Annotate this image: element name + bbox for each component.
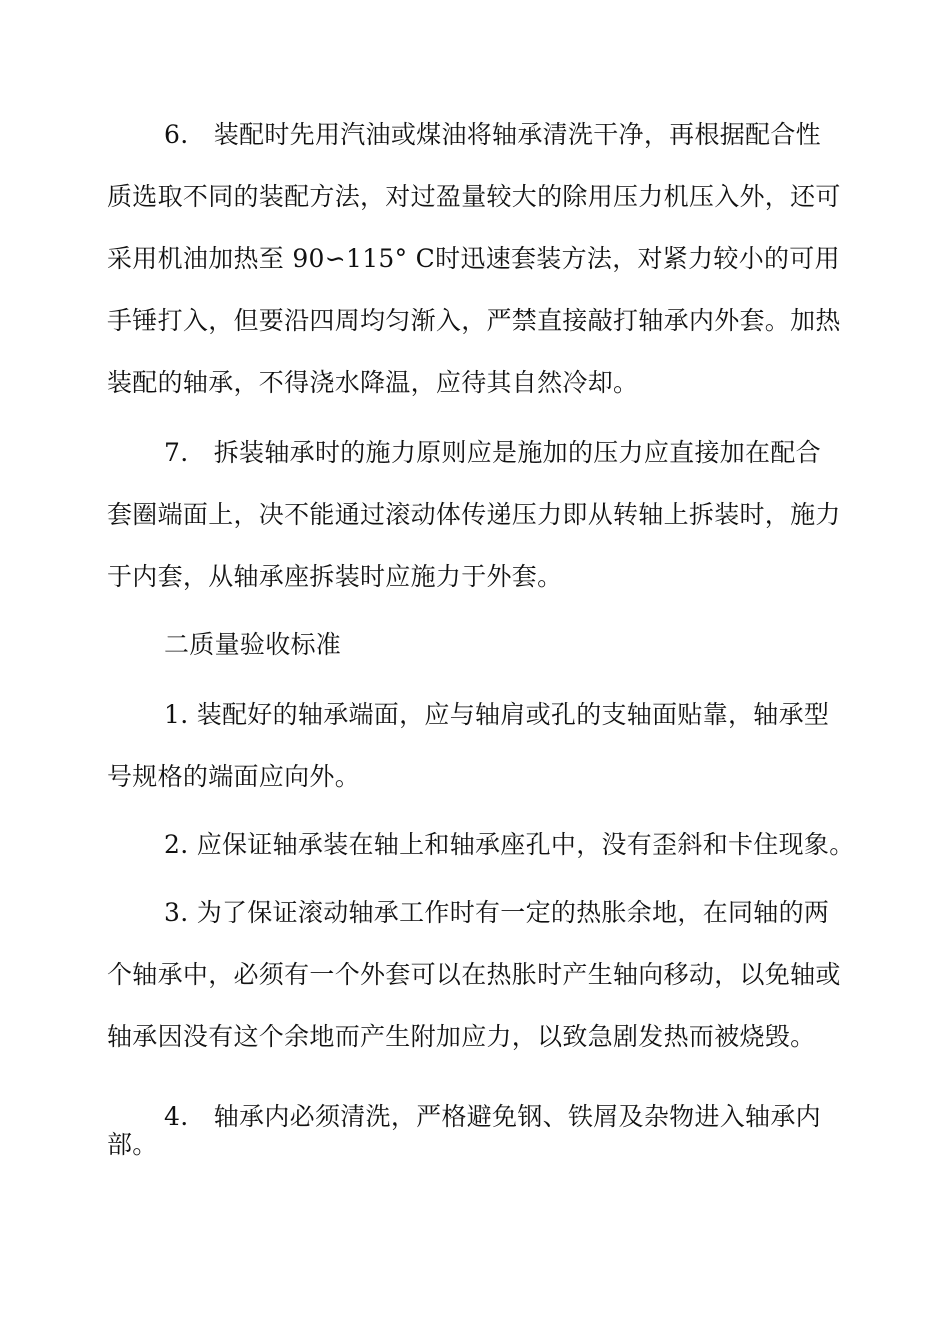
item-3-line-1: 3. 为了保证滚动轴承工作时有一定的热胀余地，在同轴的两 [164, 898, 830, 927]
paragraph-6-line-1: 6. 装配时先用汽油或煤油将轴承清洗干净，再根据配合性 [164, 120, 821, 149]
paragraph-6-line-3: 采用机油加热至 90∽115° C时迅速套装方法，对紧力较小的可用 [107, 244, 840, 273]
item-3-line-2: 个轴承中，必须有一个外套可以在热胀时产生轴向移动，以免轴或 [107, 960, 841, 989]
item-1-line-1: 1. 装配好的轴承端面，应与轴肩或孔的支轴面贴靠，轴承型 [164, 700, 830, 729]
item-3-line-3: 轴承因没有这个余地而产生附加应力，以致急剧发热而被烧毁。 [107, 1022, 816, 1051]
paragraph-6-line-2: 质选取不同的装配方法，对过盈量较大的除用压力机压入外，还可 [107, 182, 841, 211]
section-heading: 二质量验收标准 [164, 630, 342, 659]
item-4-line-1: 4. 轴承内必须清洗，严格避免钢、铁屑及杂物进入轴承内 [164, 1102, 821, 1131]
paragraph-7-line-2: 套圈端面上，决不能通过滚动体传递压力即从转轴上拆装时，施力 [107, 500, 841, 529]
paragraph-6-line-4: 手锤打入，但要沿四周均匀渐入，严禁直接敲打轴承内外套。加热 [107, 306, 841, 335]
item-4-line-2: 部。 [107, 1130, 158, 1159]
item-1-line-2: 号规格的端面应向外。 [107, 762, 361, 791]
paragraph-6-line-5: 装配的轴承，不得浇水降温，应待其自然冷却。 [107, 368, 639, 397]
paragraph-7-line-3: 于内套，从轴承座拆装时应施力于外套。 [107, 562, 563, 591]
item-2-line-1: 2. 应保证轴承装在轴上和轴承座孔中，没有歪斜和卡住现象。 [164, 830, 855, 859]
paragraph-7-line-1: 7. 拆装轴承时的施力原则应是施加的压力应直接加在配合 [164, 438, 821, 467]
